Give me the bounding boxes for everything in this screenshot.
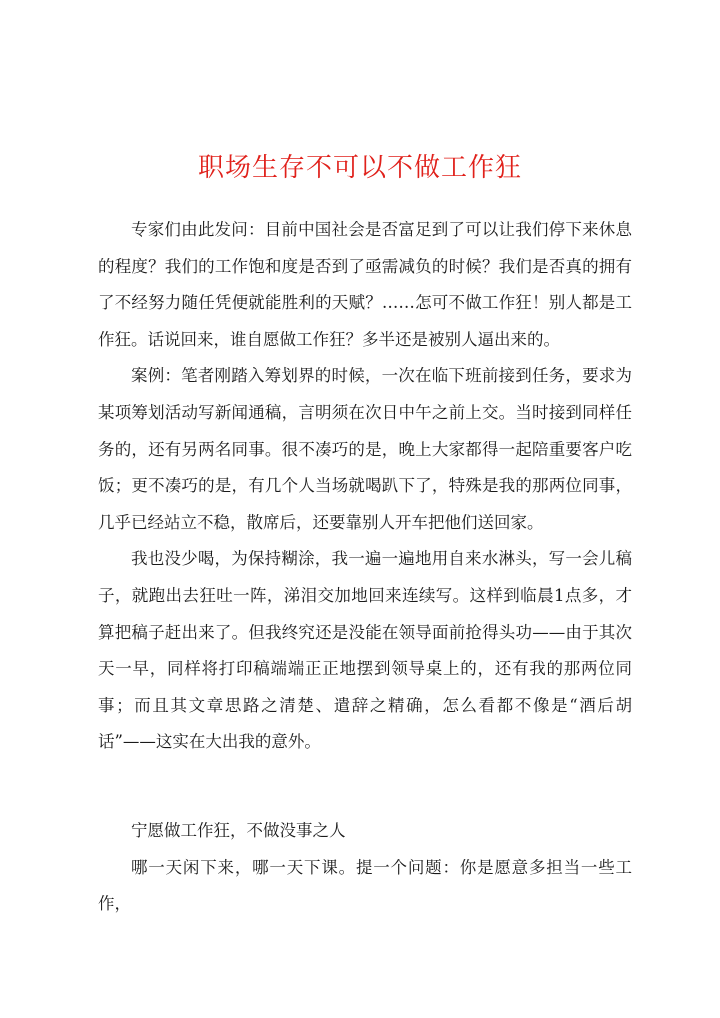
paragraph-case: 案例：笔者刚踏入筹划界的时候，一次在临下班前接到任务，要求为某项筹划活动写新闻通稿，言明须在次日中午之前上交。当时接到同样任务的，还有另两名同事。很不凑巧的是，晚上大家都得一起陪重要客户吃饭；更不凑巧的是，有几个人当场就喝趴下了，特殊是我的那两位同事，几乎已经站立不稳，散席后，还要靠别人开车把他们送回家。: [98, 366, 632, 532]
document-body: [98, 212, 632, 923]
document-title: 职场生存不可以不做工作狂: [197, 153, 522, 183]
paragraph-story: 我也没少喝，为保持糊涂，我一遍一遍地用自来水淋头，写一会儿稿子，就跑出去狂吐一阵，涕泪交加地回来连续写。这样到临晨1点多，才算把稿子赶出来了。但我终究还是没能在领导面前抢得头功——由于其次天一早，同样将打印稿端端正正地摆到领导桌上的，还有我的那两位同事；而且其文章思路之清楚、遣辞之精确，怎么看都不像是“酒后胡话”——这实在大出我的意外。: [98, 549, 632, 752]
paragraph-question: 哪一天闲下来，哪一天下课。提一个问题：你是愿意多担当一些工作，: [98, 857, 632, 914]
section-heading: 宁愿做工作狂，不做没事之人: [131, 820, 346, 840]
paragraph-intro: 专家们由此发问：目前中国社会是否富足到了可以让我们停下来休息的程度？我们的工作饱和度是否到了亟需减负的时候？我们是否真的拥有了不经努力随任凭便就能胜利的天赋？……怎可不做工作狂！别人都是工作狂。话说回来，谁自愿做工作狂？多半还是被别人逼出来的。: [98, 220, 632, 349]
